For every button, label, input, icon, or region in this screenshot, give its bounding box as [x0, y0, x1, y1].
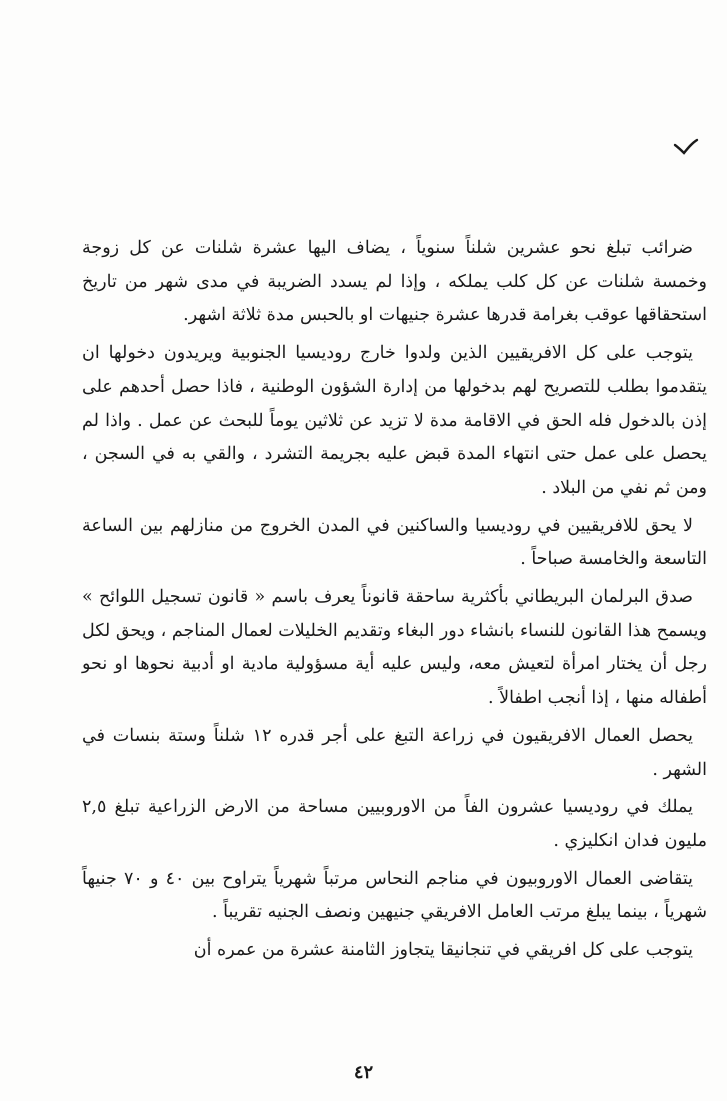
paragraph-land-ownership: يملك في روديسيا عشرون الفاً من الاوروبيين مساحة من الارض الزراعية تبلغ ٢,٥ مليون فدان انكليزي . [82, 797, 707, 851]
paragraph-tobacco-wages: يحصل العمال الافريقيون في زراعة التبغ على أجر قدره ١٢ شلناً وستة بنسات في الشهر . [82, 725, 707, 780]
page-number: ٤٢ [353, 1062, 374, 1083]
paragraph-entry-permit: يتوجب على كل الافريقيين الذين ولدوا خارج روديسيا الجنوبية ويريدون دخولها ان يتقدموا بطلب للتصريح لهم بدخولها من إدارة الشؤون الوطنية ، فاذا حصل أحدهم على إذن بالدخول فله الحق في الاقامة مدة لا تزيد عن ثلاثين يوماً للبحث عن عمل . واذا لم يحصل على عمل حتى انتهاء المدة قبض عليه بجريمة التشرد ، والقي به في السجن ، ومن ثم نفي من البلاد . [82, 343, 707, 498]
paragraph-tanganyika: يتوجب على كل افريقي في تنجانيقا يتجاوز الثامنة عشرة من عمره أن [193, 940, 693, 961]
check-mark-icon [673, 138, 699, 158]
paragraph-tax-fees: ضرائب تبلغ نحو عشرين شلناً سنوياً ، يضاف اليها عشرة شلنات عن كل زوجة وخمسة شلنات عن كل كلب يملكه ، وإذا لم يسدد الضريبة في مدى شهر من تاريخ استحقاقها عوقب بغرامة قدرها عشرة جنيهات او بالحبس مدة ثلاثة اشهر. [82, 238, 707, 326]
paragraph-registration-law: صدق البرلمان البريطاني بأكثرية ساحقة قانوناً يعرف باسم « قانون تسجيل اللوائح » ويسمح هذا القانون للنساء بانشاء دور البغاء وتقديم الخليلات لعمال المناجم ، ويحق لكل رجل أن يختار امرأة لتعيش معه، وليس عليه أية مسؤولية مادية او أدبية نحوها او نحو أطفاله منها ، إذا أنجب اطفالاً . [82, 587, 707, 709]
body-text [82, 232, 707, 968]
paragraph-copper-wages: يتقاضى العمال الاوروبيون في مناجم النحاس مرتباً شهرياً يتراوح بين ٤٠ و ٧٠ جنيهاً شهرياً ، بينما يبلغ مرتب العامل الافريقي جنيهين ونصف الجنيه تقريباً . [82, 868, 707, 923]
paragraph-curfew: لا يحق للافريقيين في روديسيا والساكنين في المدن الخروج من منازلهم بين الساعة التاسعة والخامسة صباحاً . [82, 515, 707, 570]
